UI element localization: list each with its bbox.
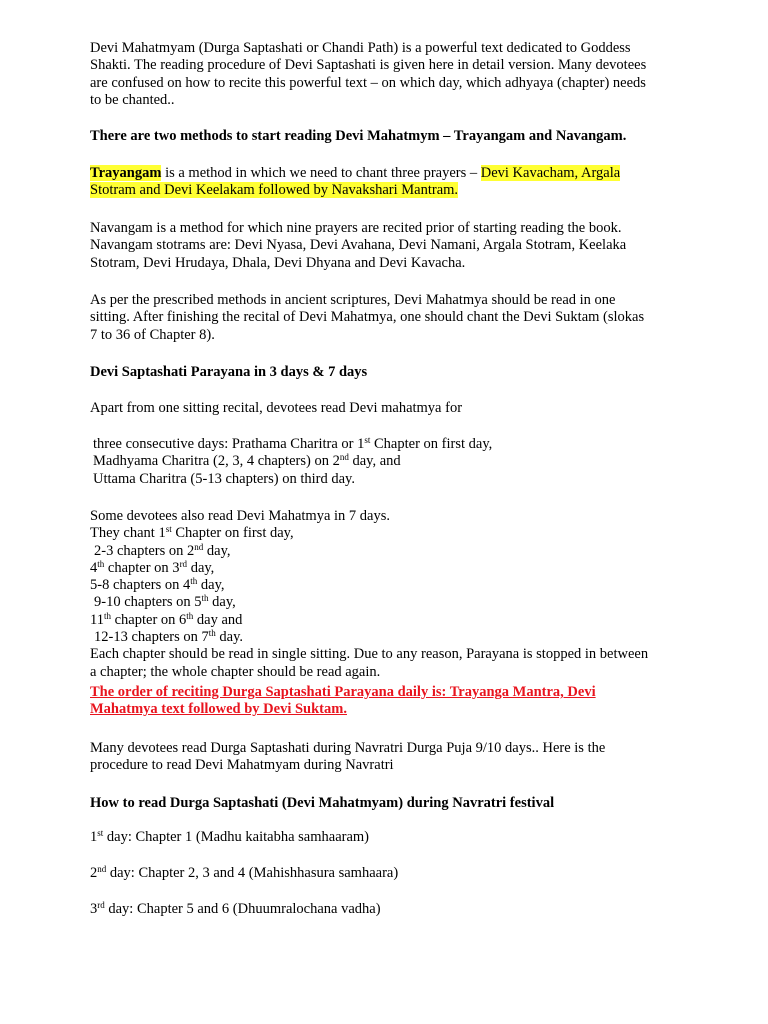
one-sitting-line: 7 to 36 of Chapter 8). bbox=[90, 326, 215, 343]
navangam-paragraph bbox=[90, 220, 680, 272]
three-days-line: Madhyama Charitra (2, 3, 4 chapters) on 2nd day, and bbox=[93, 452, 401, 470]
seven-days-intro: Some devotees also read Devi Mahatmya in 7 days. bbox=[90, 508, 390, 524]
apart-paragraph: Apart from one sitting recital, devotees read Devi mahatmya for bbox=[90, 400, 463, 416]
one-sitting-line: As per the prescribed methods in ancient scriptures, Devi Mahatmya should be read in one bbox=[90, 292, 616, 308]
navangam-line: Navangam is a method for which nine prayers are recited prior of starting reading the book. bbox=[90, 220, 622, 236]
trayangam-prayers: Stotram and Devi Keelakam followed by Navakshari Mantram. bbox=[90, 182, 459, 199]
intro-line: Devi Mahatmyam (Durga Saptashati or Chandi Path) is a powerful text dedicated to Goddess bbox=[90, 40, 631, 56]
three-days-line: three consecutive days: Prathama Charitra or 1st Chapter on first day, bbox=[93, 435, 493, 452]
seven-days-line: 4th chapter on 3rd day, bbox=[90, 558, 215, 576]
navratri-day-2: 2nd day: Chapter 2, 3 and 4 (Mahishhasura samhaara) bbox=[90, 864, 399, 881]
intro-paragraph bbox=[90, 40, 680, 109]
trayangam-paragraph bbox=[90, 165, 680, 200]
navangam-line: Stotram, Devi Hrudaya, Dhala, Devi Dhyana and Devi Kavacha. bbox=[90, 254, 466, 271]
methods-heading: There are two methods to start reading Devi Mahatmym – Trayangam and Navangam. bbox=[90, 128, 627, 144]
navratri-intro-paragraph bbox=[90, 740, 680, 775]
daily-order-paragraph bbox=[90, 684, 680, 719]
navratri-day-3: 3rd day: Chapter 5 and 6 (Dhuumralochana vadha) bbox=[90, 900, 381, 917]
one-sitting-paragraph bbox=[90, 292, 680, 344]
navratri-intro-line: procedure to read Devi Mahatmyam during Navratri bbox=[90, 757, 394, 774]
three-days-line: Uttama Charitra (5-13 chapters) on third day. bbox=[93, 470, 355, 487]
navangam-line: Navangam stotrams are: Devi Nyasa, Devi Avahana, Devi Namani, Argala Stotram, Keelaka bbox=[90, 237, 627, 254]
intro-line: are confused on how to recite this powerful text – on which day, which adhyaya (chapter) needs bbox=[90, 74, 646, 91]
one-sitting-line: sitting. After finishing the recital of Devi Mahatmya, one should chant the Devi Suktam (slokas bbox=[90, 309, 645, 326]
navratri-heading: How to read Durga Saptashati (Devi Mahatmyam) during Navratri festival bbox=[90, 795, 555, 811]
seven-days-list bbox=[90, 508, 680, 681]
seven-days-line: 12-13 chapters on 7th day. bbox=[94, 628, 244, 646]
daily-order-line: Mahatmya text followed by Devi Suktam. bbox=[90, 701, 347, 718]
trayangam-prayers: Devi Kavacham, Argala bbox=[480, 165, 621, 181]
seven-days-line: 5-8 chapters on 4th day, bbox=[90, 576, 225, 594]
three-days-list bbox=[90, 436, 680, 488]
seven-days-line: 9-10 chapters on 5th day, bbox=[94, 593, 236, 611]
seven-days-line: 2-3 chapters on 2nd day, bbox=[94, 541, 231, 559]
daily-order-line: The order of reciting Durga Saptashati Parayana daily is: Trayanga Mantra, Devi bbox=[90, 684, 596, 700]
navratri-day-1: 1st day: Chapter 1 (Madhu kaitabha samhaaram) bbox=[90, 828, 370, 845]
chapter-note: a chapter; the whole chapter should be read again. bbox=[90, 663, 381, 680]
seven-days-line: 11th chapter on 6th day and bbox=[90, 610, 243, 628]
intro-line: to be chanted.. bbox=[90, 91, 175, 108]
trayangam-text: is a method in which we need to chant three prayers – bbox=[161, 165, 481, 181]
chapter-note: Each chapter should be read in single sitting. Due to any reason, Parayana is stopped in between bbox=[90, 646, 649, 663]
navratri-intro-line: Many devotees read Durga Saptashati during Navratri Durga Puja 9/10 days.. Here is the bbox=[90, 740, 606, 756]
seven-days-line: They chant 1st Chapter on first day, bbox=[90, 524, 294, 542]
parayana-heading: Devi Saptashati Parayana in 3 days & 7 days bbox=[90, 364, 368, 380]
intro-line: Shakti. The reading procedure of Devi Saptashati is given here in detail version. Many devotees bbox=[90, 57, 647, 74]
trayangam-term: Trayangam bbox=[90, 165, 162, 181]
